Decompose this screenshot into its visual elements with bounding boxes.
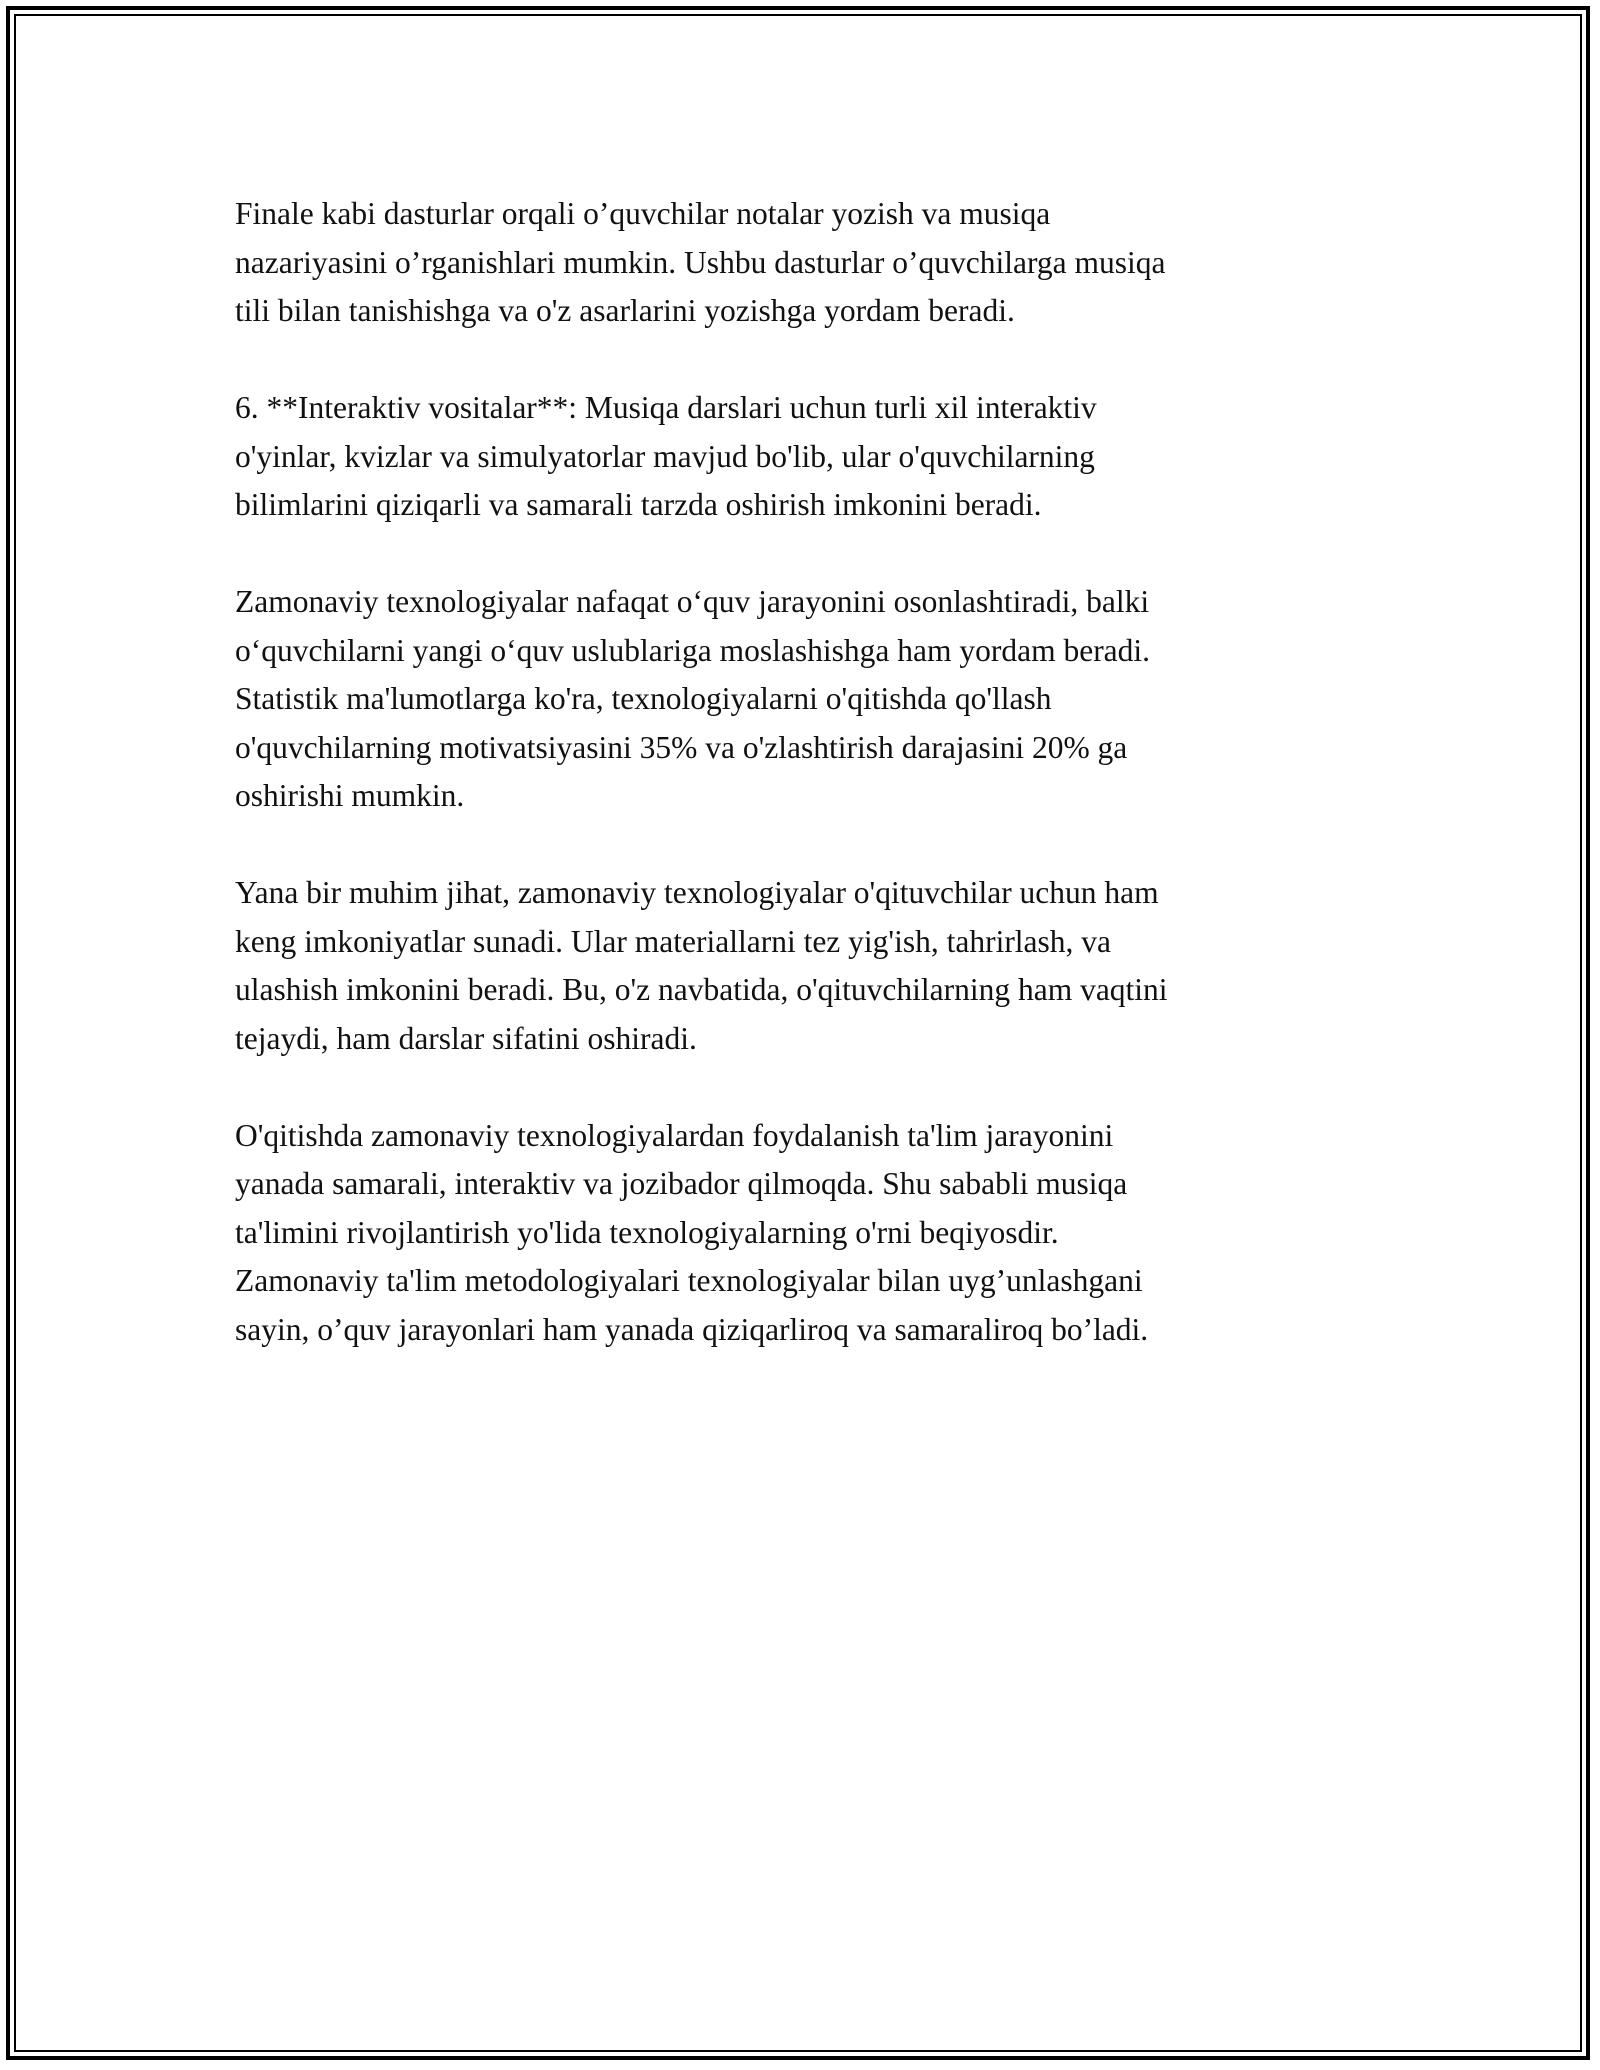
paragraph-modern-technologies: Zamonaviy texnologiyalar nafaqat o‘quv jarayonini osonlashtiradi, balki o‘quvchilarni yangi o‘quv uslublariga moslashishga ham yordam beradi. Statistik ma'lumotlarga ko'ra, texnologiyalarni o'qitishda qo'llash o'quvchilarning motivatsiyasini 35% va o'zlashtirish darajasini 20% ga oshirishi mumkin. [235, 584, 1151, 813]
paragraph-interactive-tools: 6. **Interaktiv vositalar**: Musiqa darslari uchun turli xil interaktiv o'yinlar, kvizlar va simulyatorlar mavjud bo'lib, ular o'quvchilarning bilimlarini qiziqarli va samarali tarzda oshirish imkonini beradi. [235, 390, 1097, 522]
document-body [235, 190, 1355, 1354]
paragraph-finale-programs: Finale kabi dasturlar orqali o’quvchilar notalar yozish va musiqa nazariyasini o’rganishlari mumkin. Ushbu dasturlar o’quvchilarga musiqa tili bilan tanishishga va o'z asarlarini yozishga yordam beradi. [235, 196, 1166, 328]
paragraph-teacher-benefits: Yana bir muhim jihat, zamonaviy texnologiyalar o'qituvchilar uchun ham keng imkoniyatlar sunadi. Ular materiallarni tez yig'ish, tahrirlash, va ulashish imkonini beradi. Bu, o'z navbatida, o'qituvchilarning ham vaqtini tejaydi, ham darslar sifatini oshiradi. [235, 875, 1168, 1056]
paragraph-conclusion: O'qitishda zamonaviy texnologiyalardan foydalanish ta'lim jarayonini yanada samarali, interaktiv va jozibador qilmoqda. Shu sababli musiqa ta'limini rivojlantirish yo'lida texnologiyalarning o'rni beqiyosdir. Zamonaviy ta'lim metodologiyalari texnologiyalar bilan uyg’unlashgani sayin, o’quv jarayonlari ham yanada qiziqarliroq va samaraliroq bo’ladi. [235, 1117, 1149, 1347]
